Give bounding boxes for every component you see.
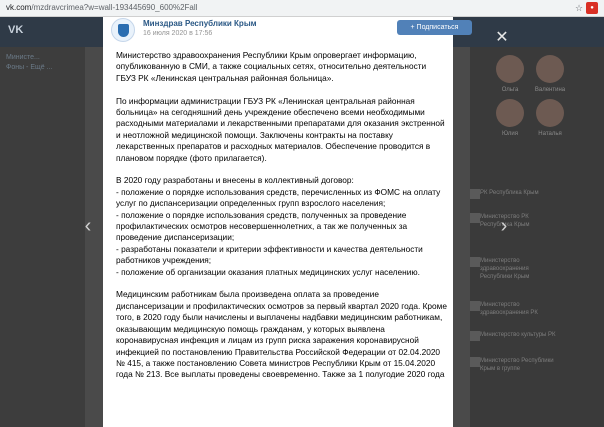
group-item: РК Республика Крым — [480, 190, 539, 196]
group-thumb — [470, 189, 480, 199]
chevron-left-icon[interactable]: ‹ — [84, 215, 92, 237]
post-paragraph: По информации администрации ГБУЗ РК «Ленинская центральная районная больница» на сегодняшний день учреждение обеспечено всеми необходимыми расходными материалами и лекарственными препаратами для оказания экстренной и неотложной медицинской помощи. Заключены контракты на поставку лекарственных препаратов и расходных материалов. Обеспечение проводится в плановом порядке (фото прилагается). — [116, 95, 445, 163]
group-thumb — [470, 257, 480, 267]
post-modal — [103, 17, 459, 427]
breadcrumb: Министе... Фоны - Ещё ... — [6, 54, 53, 71]
post-author-link[interactable]: Минздрав Республики Крым — [143, 19, 257, 28]
friend-name: Валентина — [534, 87, 566, 93]
group-item: Министерство РК Республика Крым — [480, 214, 530, 228]
group-item: Министерство здравоохранения Республики Крым — [480, 258, 530, 280]
browser-address-bar[interactable] — [0, 0, 604, 17]
friend-avatar — [496, 99, 524, 127]
group-item: Министерство культуры РК — [480, 332, 556, 338]
post-header — [103, 17, 459, 43]
group-item: Министерство Республики Крым в группе — [480, 358, 554, 372]
group-thumb — [470, 213, 480, 223]
emblem-icon — [118, 24, 129, 37]
chevron-right-icon[interactable]: › — [500, 215, 508, 237]
post-paragraph: В 2020 году разработаны и внесены в коллективный договор: - положение о порядке использования средств, перечисленных из ФОМС на оплату услуг по диспансеризации определенных групп взрослого населения; - положение о порядке использования средств, полученных за проведение профилактических осмотров несовершеннолетних, а так же полученных за проведение диспансеризации; - разработаны показатели и критерии эффективности и качества деятельности работников учреждения; - положение об организации оказания платных медицинских услуг населению. — [116, 175, 441, 277]
post-paragraph: Медицинским работникам была произведена оплата за проведение диспансеризации и профилактических осмотров за первый квартал 2020 года. Кроме того, в 2020 году были начислены и выплачены надбавки медицинским работникам, оказывающим медицинскую помощь гражданам, у которых выявлена коронавирусная инфекция и лицам из групп риска заражения коронавирусной инфекцией по постановлению Правительства Российской Федерации от 02.04.2020 № 415, а также постановлению Совета министров Республики Крым от 15.04.2020 года № 213. Все выплаты проведены своевременно. Также за 1 полугодие 2020 года — [116, 289, 447, 380]
url-path: /mzdravcrimea?w=wall-193445690_600%2Fall — [31, 3, 198, 12]
group-thumb — [470, 301, 480, 311]
friend-name: Наталья — [538, 131, 562, 137]
group-thumb — [470, 357, 480, 367]
background-left-column — [0, 47, 85, 427]
group-item: Министерство здравоохранения РК — [480, 302, 538, 316]
friend-name: Юлия — [502, 131, 518, 137]
friend-avatar — [496, 55, 524, 83]
friend-avatar — [536, 55, 564, 83]
friend-avatar — [536, 99, 564, 127]
url-field[interactable] — [6, 3, 197, 12]
url-host: vk.com — [6, 3, 32, 12]
vk-logo-icon: VK — [8, 24, 24, 36]
extension-icon[interactable]: ● — [586, 2, 598, 14]
post-paragraph: Министерство здравоохранения Республики Крым опровергает информацию, опубликованную в СМИ, а также социальных сетях, относительно деятельности ГБУЗ РК «Ленинская центральная районная больница». — [116, 50, 427, 83]
close-icon[interactable]: ✕ — [495, 29, 509, 46]
subscribe-button[interactable]: + Подписаться — [397, 20, 472, 35]
post-date[interactable]: 16 июля 2020 в 17:56 — [143, 30, 213, 37]
post-text — [116, 50, 448, 392]
community-avatar[interactable] — [111, 18, 135, 42]
group-thumb — [470, 331, 480, 341]
bookmark-star-icon[interactable]: ☆ — [574, 3, 584, 13]
friend-name: Ольга — [501, 87, 519, 93]
